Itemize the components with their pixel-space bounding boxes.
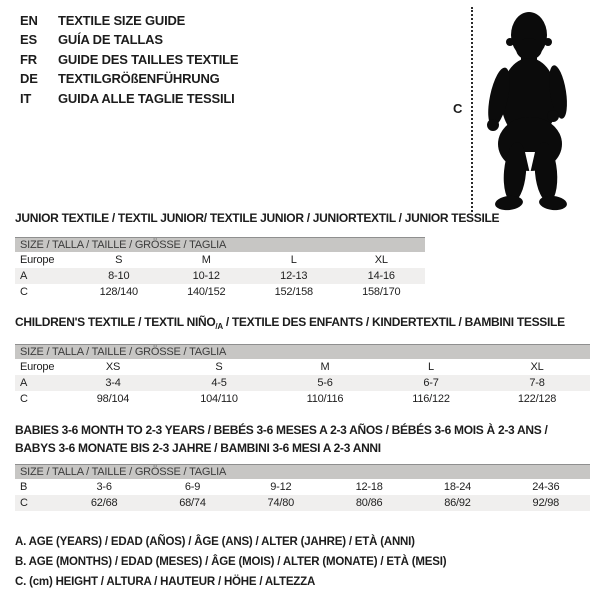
language-row: [20, 11, 238, 30]
table-row: [15, 268, 425, 284]
language-list: [20, 11, 238, 108]
language-title: TEXTILE SIZE GUIDE: [58, 13, 186, 28]
table-cell: 6-9: [184, 481, 201, 493]
language-code: EN: [20, 13, 38, 28]
language-row: [20, 30, 238, 49]
language-code: IT: [20, 90, 32, 106]
height-measure-label: C: [453, 101, 463, 116]
baby-silhouette-icon: [484, 2, 596, 214]
table-cell: 18-24: [443, 481, 472, 493]
legend-note-b: B. AGE (MONTHS) / EDAD (MESES) / ÂGE (MOIS) / ALTER (MONATE) / ETÀ (MESI): [15, 556, 447, 568]
table-cell: 128/140: [99, 286, 138, 298]
row-label: C: [20, 393, 28, 405]
size-header: L: [428, 361, 434, 373]
children-title-prefix: CHILDREN'S TEXTILE / TEXTIL NIÑO: [15, 315, 216, 329]
table-row: [15, 284, 425, 300]
table-cell: 9-12: [270, 481, 292, 493]
children-title-suffix: / TEXTILE DES ENFANTS / KINDERTEXTIL / BAMBINI TESSILE: [222, 315, 565, 329]
table-cell: 12-18: [355, 481, 383, 493]
children-table-title: [15, 315, 565, 331]
table-cell: 98/104: [96, 393, 130, 405]
table-cell: 74/80: [237, 495, 325, 511]
row-label: B: [20, 481, 28, 493]
table-cell: 6-7: [378, 375, 484, 391]
size-header: M: [320, 361, 330, 373]
row-label: C: [15, 495, 60, 511]
height-measure-line: [471, 7, 473, 212]
table-cell: 10-12: [163, 268, 251, 284]
table-cell: 86/92: [413, 495, 501, 511]
legend-note-c: C. (cm) HEIGHT / ALTURA / HAUTEUR / HÖHE / ALTEZZA: [15, 576, 316, 588]
junior-size-table: [15, 252, 425, 300]
language-title: TEXTILGRÖßENFÜHRUNG: [58, 71, 220, 87]
table-cell: 122/128: [517, 393, 557, 405]
table-cell: 140/152: [187, 286, 226, 298]
children-size-table: [15, 359, 590, 407]
size-header: S: [115, 254, 123, 266]
region-header: Europe: [20, 254, 55, 266]
size-header: XL: [530, 361, 544, 373]
size-header: L: [290, 254, 297, 266]
table-row: [15, 375, 590, 391]
table-cell: 8-10: [75, 268, 163, 284]
language-title: GUIDA ALLE TAGLIE TESSILI: [58, 90, 235, 106]
language-code: ES: [20, 32, 37, 48]
table-cell: 7-8: [484, 375, 590, 391]
language-title: GUÍA DE TALLAS: [58, 32, 163, 48]
legend-note-a: A. AGE (YEARS) / EDAD (AÑOS) / ÂGE (ANS) / ALTER (JAHRE) / ETÀ (ANNI): [15, 536, 415, 548]
table-cell: 4-5: [166, 375, 272, 391]
table-cell: 92/98: [502, 495, 590, 511]
size-header: S: [215, 361, 223, 373]
size-bar: SIZE / TALLA / TAILLE / GRÖSSE / TAGLIA: [15, 344, 590, 359]
language-code: FR: [20, 51, 37, 67]
table-header-row: [15, 359, 590, 375]
language-title: GUIDE DES TAILLES TEXTILE: [58, 51, 239, 67]
babies-size-table: [15, 479, 590, 511]
table-cell: 104/110: [200, 393, 238, 405]
table-cell: 3-4: [60, 375, 166, 391]
junior-table-title: JUNIOR TEXTILE / TEXTIL JUNIOR/ TEXTILE JUNIOR / JUNIORTEXTIL / JUNIOR TESSILE: [15, 211, 500, 225]
children-title-subscript: /A: [215, 322, 223, 331]
babies-table: [15, 464, 590, 511]
table-cell: 110/116: [306, 393, 344, 405]
table-row: [15, 479, 590, 495]
language-code: DE: [20, 71, 38, 87]
table-cell: 14-16: [338, 268, 426, 284]
table-cell: 68/74: [148, 495, 236, 511]
row-label: C: [20, 286, 28, 298]
row-label: A: [15, 375, 60, 391]
size-bar: SIZE / TALLA / TAILLE / GRÖSSE / TAGLIA: [15, 464, 590, 479]
table-cell: 158/170: [362, 286, 401, 298]
size-header: M: [201, 254, 211, 266]
legend-notes: [15, 532, 446, 592]
table-row: [15, 391, 590, 407]
table-cell: 5-6: [272, 375, 378, 391]
table-cell: 12-13: [250, 268, 338, 284]
size-header: XL: [374, 254, 388, 266]
table-cell: 80/86: [325, 495, 413, 511]
babies-title-line1: BABIES 3-6 MONTH TO 2-3 YEARS / BEBÉS 3-6 MESES A 2-3 AÑOS / BÉBÉS 3-6 MOIS À 2-3 ANS /: [15, 423, 548, 437]
table-cell: 24-36: [532, 481, 560, 493]
table-cell: 116/122: [412, 393, 450, 405]
children-table: [15, 344, 590, 407]
size-bar: SIZE / TALLA / TAILLE / GRÖSSE / TAGLIA: [15, 237, 425, 252]
language-row: [20, 89, 238, 108]
babies-title-line2: BABYS 3-6 MONATE BIS 2-3 JAHRE / BAMBINI 3-6 MESI A 2-3 ANNI: [15, 441, 381, 455]
size-header: XS: [105, 361, 121, 373]
region-header: Europe: [20, 361, 55, 373]
language-row: [20, 50, 238, 69]
babies-table-title: [15, 421, 547, 457]
table-cell: 62/68: [60, 495, 148, 511]
table-header-row: [15, 252, 425, 268]
language-row: [20, 69, 238, 88]
table-cell: 152/158: [274, 286, 313, 298]
table-cell: 3-6: [96, 481, 112, 493]
table-row: [15, 495, 590, 511]
row-label: A: [15, 268, 75, 284]
junior-table: [15, 237, 425, 300]
